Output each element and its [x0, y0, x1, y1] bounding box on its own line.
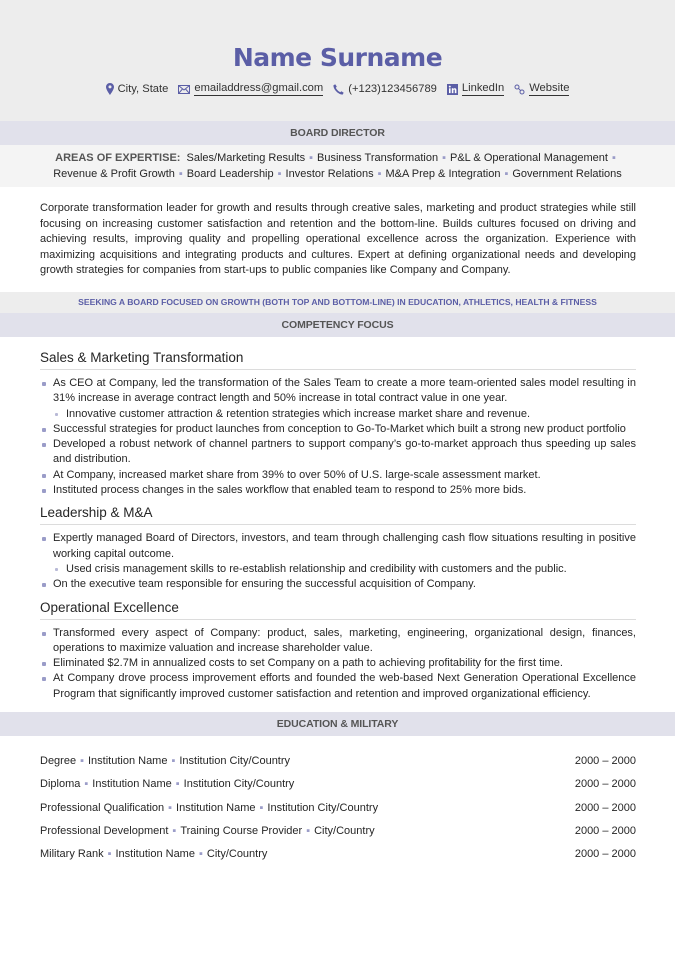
bullet-list [40, 531, 636, 592]
education-dates: 2000 – 2000 [574, 801, 636, 814]
linkedin-link[interactable]: LinkedIn [461, 82, 505, 94]
separator: ▪ [306, 824, 311, 837]
education-entry [40, 773, 294, 796]
bullet-item: As CEO at Company, led the transformation of the Sales Team to create a more team-oriented sales model resulting in 31% increase in average contract length and 50% increase in total contract value in one year. [40, 376, 636, 407]
separator: ▪ [277, 168, 282, 180]
separator: ▪ [259, 801, 264, 814]
candidate-name: Name Surname [232, 43, 443, 72]
expertise-item: Investor Relations [285, 168, 374, 180]
bullet-item: At Company drove process improvement efforts and founded the web-based Next Generation Operational Excellence Program that significantly improved customer satisfaction and retention and improved organizational efficiency. [40, 671, 636, 702]
expertise-item: Business Transformation [317, 152, 439, 164]
phone-icon [333, 84, 344, 95]
education-row [40, 820, 636, 843]
separator: ▪ [442, 152, 446, 164]
phone-text: (+123)123456789 [348, 83, 437, 95]
separator: ▪ [107, 848, 112, 861]
bullet-item: Instituted process changes in the sales workflow that enabled team to respond to 25% more bids. [40, 483, 636, 498]
bullet-item: Developed a robust network of channel partners to support company’s go-to-market approach thus speeding up sales and distribution. [40, 437, 636, 468]
expertise-item: M&A Prep & Integration [385, 168, 501, 180]
bullet-item: At Company, increased market share from 39% to over 50% of U.S. large-scale assessment market. [40, 468, 636, 483]
location: Institution City/Country [267, 801, 379, 814]
professional-summary: Corporate transformation leader for growth and results through creative sales, marketing and product strategies while still focusing on increasing customer satisfaction and retention and the bottom-line. Builds cultures focused on driving and achieving results, improving quality and propelling operational excellence across the organization. Experience with maximizing acquisitions and integrating products and cultures. Expert at defining organizational needs and developing growth strategies for companies from start-ups to public companies like Company and Company. [40, 202, 636, 276]
bullet-item: Expertly managed Board of Directors, investors, and team through challenging cash flow situations resulting in positive working capital outcome. [40, 531, 636, 562]
competency-title: Leadership & M&A [40, 504, 636, 525]
separator: ▪ [504, 168, 509, 180]
education-entry [40, 820, 375, 843]
competency-section [0, 349, 675, 702]
envelope-icon [178, 85, 190, 94]
separator: ▪ [611, 152, 616, 164]
seeking-statement: SEEKING A BOARD FOCUSED ON GROWTH (BOTH TOP AND BOTTOM-LINE) IN EDUCATION, ATHLETICS, HEALTH & FITNESS [0, 292, 675, 313]
contact-email [178, 82, 323, 96]
education-row [40, 843, 636, 866]
separator: ▪ [171, 755, 176, 768]
title-band: BOARD DIRECTOR [0, 121, 675, 145]
education-row [40, 750, 636, 773]
competency-title: Operational Excellence [40, 599, 636, 620]
separator: ▪ [80, 755, 84, 768]
contact-phone [333, 83, 437, 95]
separator: ▪ [198, 848, 203, 861]
bullet-item: Eliminated $2.7M in annualized costs to set Company on a path to achieving profitability for the first time. [40, 656, 636, 671]
expertise-item: P&L & Operational Management [449, 152, 608, 164]
expertise-label: AREAS OF EXPERTISE: [55, 152, 181, 164]
contact-line [0, 82, 675, 96]
education-dates: 2000 – 2000 [574, 778, 636, 791]
separator: ▪ [168, 801, 173, 814]
location: Institution City/Country [179, 755, 291, 768]
competency-title: Sales & Marketing Transformation [40, 349, 636, 370]
bullet-item: Transformed every aspect of Company: product, sales, marketing, engineering, organizational design, finances, operations to maximize valuation and increase shareholder value. [40, 626, 636, 657]
education-dates: 2000 – 2000 [574, 755, 636, 768]
education-row [40, 773, 636, 796]
separator: ▪ [175, 778, 180, 791]
credential: Professional Development [40, 824, 169, 837]
sub-bullet-item: Innovative customer attraction & retention strategies which increase market share and revenue. [40, 407, 636, 422]
separator: ▪ [377, 168, 382, 180]
areas-of-expertise [0, 145, 675, 187]
bullet-item: On the executive team responsible for ensuring the successful acquisition of Company. [40, 577, 636, 592]
education-entry [40, 750, 290, 773]
education-entry [40, 797, 378, 820]
location-text: City, State [117, 83, 169, 95]
separator: ▪ [172, 824, 177, 837]
expertise-item: Sales/Marketing Results [186, 152, 306, 164]
linkedin-icon [447, 84, 458, 95]
website-link[interactable]: Website [529, 82, 570, 94]
expertise-line-2 [20, 166, 655, 182]
location: Institution City/Country [183, 778, 295, 791]
expertise-item: Board Leadership [186, 168, 274, 180]
location: City/Country [206, 848, 268, 861]
location: City/Country [314, 824, 375, 837]
expertise-line-1 [20, 150, 655, 166]
resume-header [0, 0, 675, 121]
credential: Military Rank [40, 848, 104, 861]
competency-block [40, 504, 636, 592]
expertise-item: Government Relations [512, 168, 622, 180]
institution: Institution Name [176, 801, 256, 814]
separator: ▪ [178, 168, 183, 180]
education-dates: 2000 – 2000 [574, 824, 636, 837]
sub-bullet-item: Used crisis management skills to re-establish relationship and credibility with customers and the public. [40, 562, 636, 577]
location-pin-icon [106, 83, 114, 95]
contact-linkedin [447, 82, 504, 96]
institution: Institution Name [115, 848, 195, 861]
link-icon [514, 84, 525, 95]
credential: Professional Qualification [40, 801, 165, 814]
education-row [40, 797, 636, 820]
contact-location [106, 83, 169, 95]
education-band: EDUCATION & MILITARY [0, 712, 675, 736]
bullet-item: Successful strategies for product launches from conception to Go-To-Market which built a strong new product portfolio [40, 422, 636, 437]
institution: Training Course Provider [180, 824, 303, 837]
education-section [0, 736, 675, 866]
email-link[interactable]: emailaddress@gmail.com [194, 82, 324, 94]
credential: Degree [40, 755, 77, 768]
competency-block [40, 599, 636, 702]
education-entry [40, 843, 267, 866]
bullet-list [40, 376, 636, 498]
competency-block [40, 349, 636, 498]
credential: Diploma [40, 778, 81, 791]
competency-band: COMPETENCY FOCUS [0, 313, 675, 337]
institution: Institution Name [87, 755, 168, 768]
institution: Institution Name [92, 778, 172, 791]
expertise-item: Revenue & Profit Growth [53, 168, 175, 180]
bullet-list [40, 626, 636, 702]
separator: ▪ [309, 152, 314, 164]
education-dates: 2000 – 2000 [574, 848, 636, 861]
separator: ▪ [84, 778, 89, 791]
contact-website [514, 82, 569, 96]
